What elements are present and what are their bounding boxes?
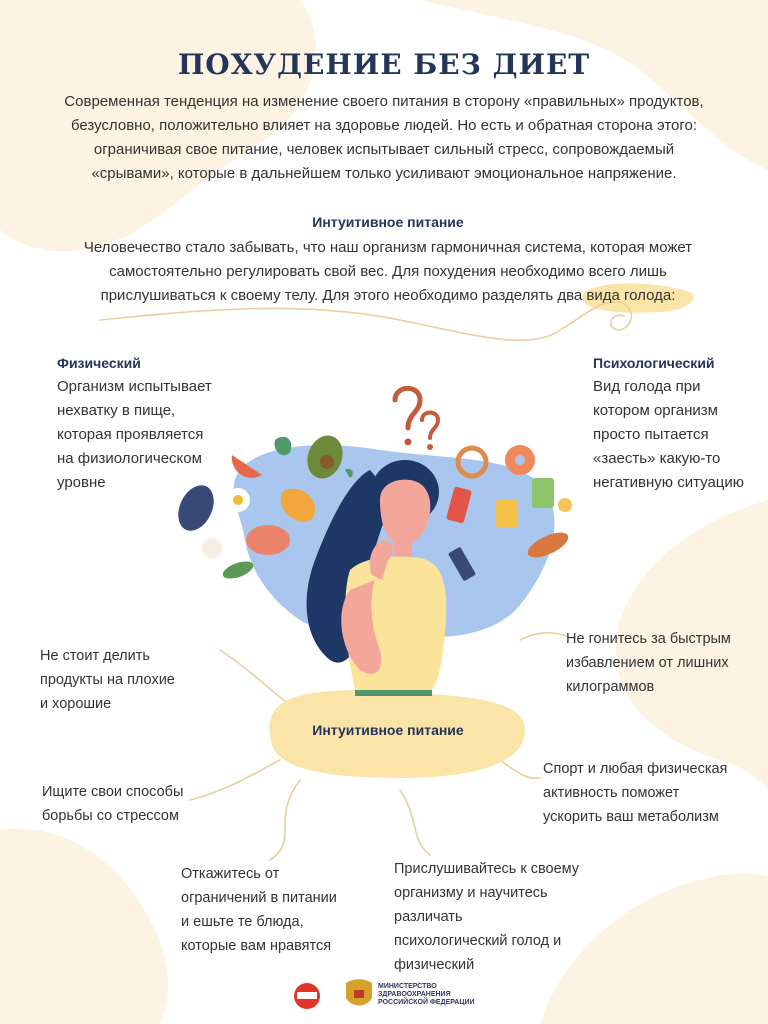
intro-text bbox=[40, 90, 728, 186]
physical-line: на физиологическом bbox=[57, 450, 202, 467]
peas-icon bbox=[221, 558, 256, 582]
connector-left-top bbox=[220, 650, 290, 705]
intuitive-line: самостоятельно регулировать свой вес. Для похудения необходимо всего лишь bbox=[109, 263, 667, 280]
intuitive-heading: Интуитивное питание bbox=[312, 214, 464, 230]
cauliflower-icon bbox=[202, 538, 222, 558]
psychological-line: котором организм bbox=[593, 402, 718, 419]
beer-icon bbox=[496, 500, 518, 528]
tip-line: Откажитесь от bbox=[181, 866, 280, 882]
physical-line: нехватку в пище, bbox=[57, 402, 176, 419]
physical-line: Организм испытывает bbox=[57, 378, 212, 395]
tip-line: продукты на плохие bbox=[40, 672, 175, 688]
intuitive-line: Человечество стало забывать, что наш организм гармоничная система, которая может bbox=[83, 239, 693, 256]
tip-line: активность поможет bbox=[543, 785, 680, 801]
ministry-caption bbox=[378, 983, 508, 1007]
psychological-line: просто пытается bbox=[593, 426, 709, 443]
tip-dont-divide bbox=[40, 644, 220, 716]
tip-dont-rush bbox=[566, 627, 756, 699]
meat-icon bbox=[246, 525, 290, 555]
tip-line: Не стоит делить bbox=[40, 648, 150, 664]
tip-no-restrictions bbox=[181, 862, 371, 958]
ministry-line: МИНИСТЕРСТВО bbox=[378, 983, 437, 990]
intro-line: Современная тенденция на изменение своего питания в сторону «правильных» продуктов, bbox=[64, 93, 704, 110]
tip-line: Не гонитесь за быстрым bbox=[566, 631, 731, 647]
ministry-line: РОССИЙСКОЙ ФЕДЕРАЦИИ bbox=[378, 999, 475, 1006]
tip-line: и хорошие bbox=[40, 696, 112, 712]
intro-line: «срывами», которые в дальнейшем только усиливают эмоциональное напряжение. bbox=[91, 165, 677, 182]
tip-line: которые вам нравятся bbox=[181, 938, 332, 954]
intro-line: безусловно, положительно влияет на здоровье людей. Но есть и обратная сторона этого: bbox=[70, 117, 698, 134]
tip-stress bbox=[42, 780, 232, 828]
physical-line: уровне bbox=[57, 474, 106, 491]
psychological-hunger-block bbox=[593, 351, 763, 495]
tip-line: различать bbox=[394, 909, 463, 925]
question-mark-1 bbox=[395, 388, 420, 428]
tip-line: ограничений в питании bbox=[181, 890, 337, 906]
tip-line: килограммов bbox=[566, 679, 655, 695]
page-title: ПОХУДЕНИЕ БЕЗ ДИЕТ bbox=[177, 48, 591, 81]
physical-hunger-block bbox=[57, 351, 237, 495]
tip-line: Спорт и любая физическая bbox=[543, 761, 728, 777]
tip-line: борьбы со стрессом bbox=[42, 808, 179, 824]
psychological-line: «заесть» какую-то bbox=[593, 450, 721, 467]
chips-icon bbox=[532, 478, 554, 508]
psychological-line: негативную ситуацию bbox=[593, 474, 745, 491]
tip-line: Ищите свои способы bbox=[42, 784, 184, 800]
psychological-heading: Психологический bbox=[593, 355, 715, 371]
tip-line: физический bbox=[394, 957, 475, 973]
tip-line: психологический голод и bbox=[394, 933, 562, 949]
question-mark-2 bbox=[422, 413, 438, 439]
connector-bottom-right bbox=[400, 790, 430, 855]
tip-line: избавлением от лишних bbox=[566, 655, 729, 671]
bg-blob-bottom-left bbox=[0, 828, 168, 1024]
tip-line: организму и научитесь bbox=[394, 885, 548, 901]
tip-line: Прислушивайтесь к своему bbox=[394, 861, 580, 877]
intuitive-text bbox=[60, 236, 716, 308]
ministry-line: ЗДРАВООХРАНЕНИЯ bbox=[378, 991, 451, 998]
physical-heading: Физический bbox=[57, 355, 141, 371]
tip-line: и ешьте те блюда, bbox=[181, 914, 304, 930]
psychological-line: Вид голода при bbox=[593, 378, 701, 395]
connector-right-bottom bbox=[500, 760, 540, 778]
intro-line: ограничивая свое питание, человек испытывает сильный стресс, сопровождаемый bbox=[93, 141, 675, 158]
intuitive-line: прислушиваться к своему телу. Для этого необходимо разделять два вида голода: bbox=[100, 287, 676, 304]
physical-line: которая проявляется bbox=[57, 426, 204, 443]
connector-right-top bbox=[520, 633, 566, 640]
tip-listen-body bbox=[394, 857, 604, 977]
connector-bottom-left bbox=[270, 780, 300, 860]
tip-sport bbox=[543, 757, 753, 829]
fries-icon bbox=[558, 498, 572, 512]
center-label: Интуитивное питание bbox=[312, 722, 464, 738]
tip-line: ускорить ваш метаболизм bbox=[543, 809, 719, 825]
